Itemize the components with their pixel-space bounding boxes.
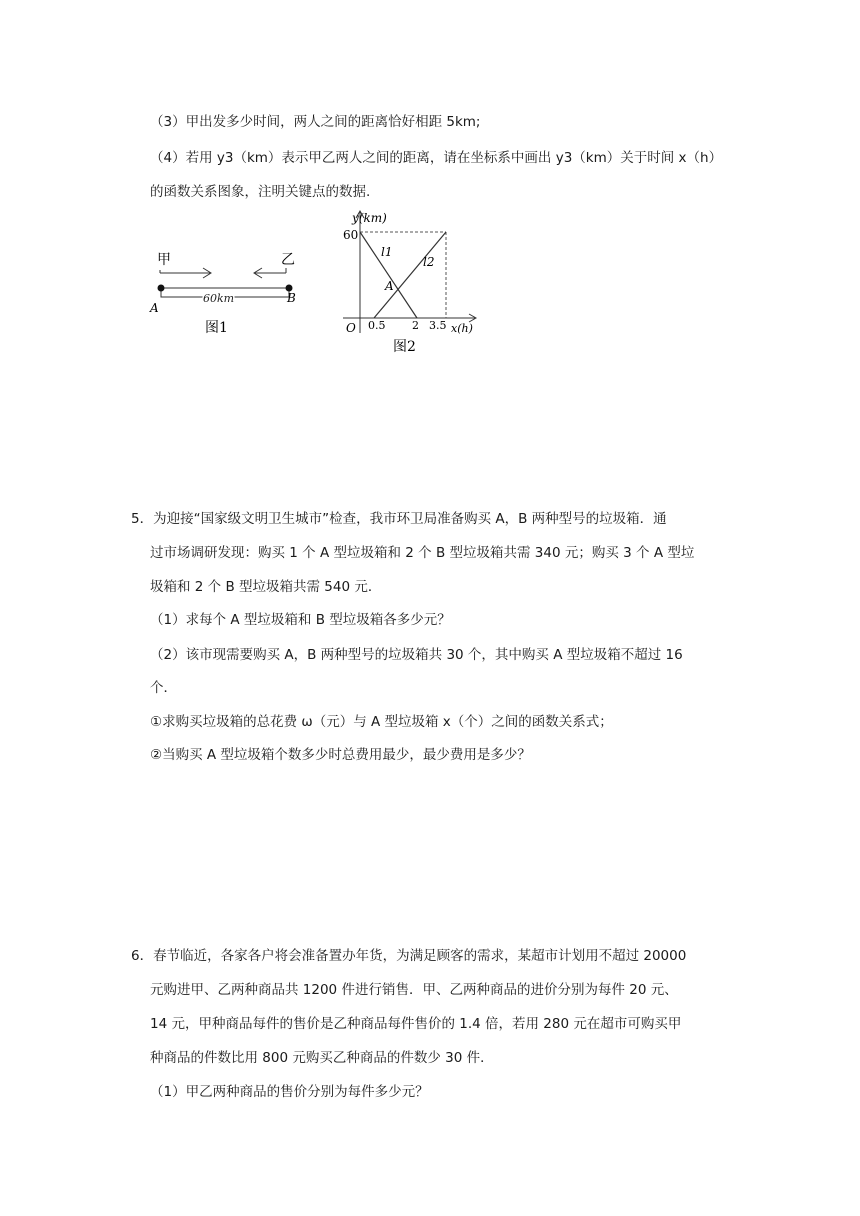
fig1-label-b: B (287, 291, 296, 305)
fig2-caption: 图2 (393, 339, 416, 355)
figure-2 (335, 208, 485, 358)
q4-part4-line1: （4）若用 y3（km）表示甲乙两人之间的距离，请在坐标系中画出 y3（km）关于时间 x（h） (150, 150, 723, 166)
fig2-y-tick-60: 60 (343, 228, 359, 242)
fig1-caption: 图1 (205, 320, 228, 336)
q4-part4-line2: 的函数关系图象，注明关键点的数据. (150, 184, 371, 200)
fig2-l2-label: l2 (423, 255, 435, 269)
q4-part3: （3）甲出发多少时间，两人之间的距离恰好相距 5km; (150, 114, 481, 130)
fig1-label-a: A (150, 301, 159, 315)
q5-part2-line1: （2）该市现需要购买 A，B 两种型号的垃圾箱共 30 个，其中购买 A 型垃圾箱不超过 16 (150, 647, 683, 663)
q5-sub2: ②当购买 A 型垃圾箱个数多少时总费用最少，最少费用是多少？ (150, 747, 531, 763)
q6-part1: （1）甲乙两种商品的售价分别为每件多少元？ (150, 1084, 429, 1100)
fig2-origin-label: O (346, 321, 356, 335)
fig2-x-axis-label: x(h) (451, 322, 473, 335)
fig2-y-axis-label: y(km) (352, 211, 387, 225)
q6-line3: 14 元，甲种商品每件的售价是乙种商品每件售价的 1.4 倍，若用 280 元在超市可购买甲 (150, 1016, 682, 1032)
q5-line1: 5．为迎接“国家级文明卫生城市”检查，我市环卫局准备购买 A，B 两种型号的垃圾箱．通 (131, 511, 667, 527)
q5-part2-line2: 个． (150, 680, 177, 696)
q5-part1: （1）求每个 A 型垃圾箱和 B 型垃圾箱各多少元？ (150, 612, 451, 628)
fig2-intersection-label: A (385, 279, 394, 293)
fig1-point-a (158, 285, 165, 292)
fig1-distance-label: 60km (203, 292, 235, 305)
fig2-l1-label: l1 (381, 245, 393, 259)
fig2-x-tick-2: 2 (412, 319, 419, 332)
q5-sub1: ①求购买垃圾箱的总花费 ω（元）与 A 型垃圾箱 x（个）之间的函数关系式； (150, 714, 613, 730)
fig2-x-tick-0-5: 0.5 (368, 319, 386, 332)
q6-line4: 种商品的件数比用 800 元购买乙种商品的件数少 30 件． (150, 1050, 494, 1066)
fig2-x-tick-3-5: 3.5 (429, 319, 447, 332)
fig1-label-jia: 甲 (157, 252, 171, 268)
q5-line2: 过市场调研发现：购买 1 个 A 型垃圾箱和 2 个 B 型垃圾箱共需 340 元；购买 3 个 A 型垃 (150, 545, 695, 561)
q5-line3: 圾箱和 2 个 B 型垃圾箱共需 540 元． (150, 579, 382, 595)
fig1-label-yi: 乙 (281, 252, 295, 268)
q6-line2: 元购进甲、乙两种商品共 1200 件进行销售．甲、乙两种商品的进价分别为每件 20 元、 (150, 982, 678, 998)
figure-1 (145, 240, 305, 370)
q6-line1: 6．春节临近，各家各户将会准备置办年货，为满足顾客的需求，某超市计划用不超过 20000 (131, 948, 687, 964)
